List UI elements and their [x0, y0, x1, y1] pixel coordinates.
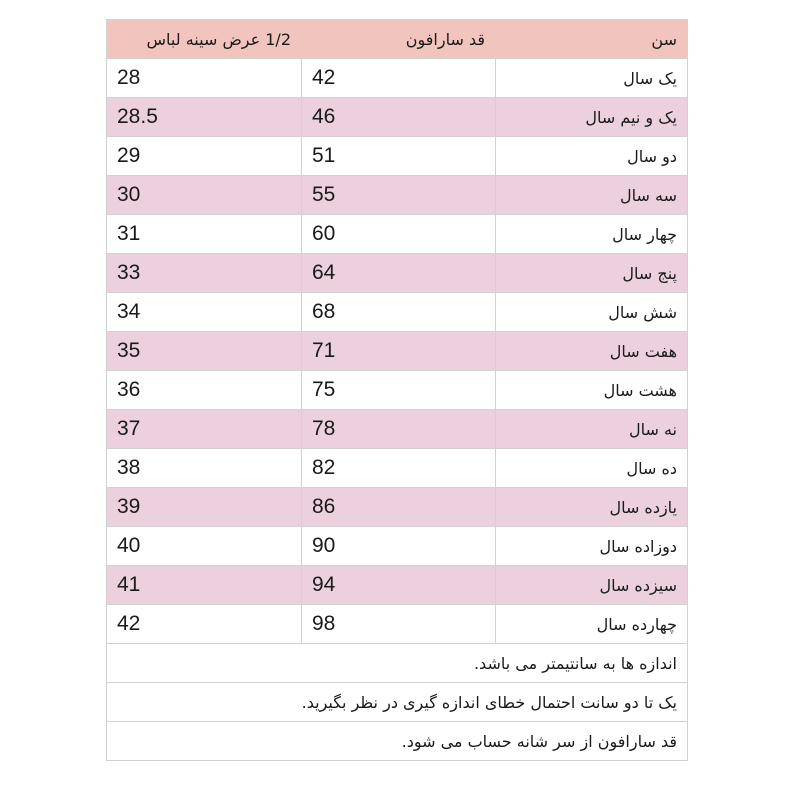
cell-length: 46 — [302, 98, 496, 137]
cell-age: نه سال — [496, 410, 688, 449]
cell-length: 55 — [302, 176, 496, 215]
table-header-row — [107, 20, 688, 59]
cell-length: 51 — [302, 137, 496, 176]
cell-length: 78 — [302, 410, 496, 449]
cell-age: چهارده سال — [496, 605, 688, 644]
cell-age: دو سال — [496, 137, 688, 176]
table-row — [107, 215, 688, 254]
note-row — [107, 722, 688, 761]
cell-length: 75 — [302, 371, 496, 410]
cell-length: 86 — [302, 488, 496, 527]
cell-age: هفت سال — [496, 332, 688, 371]
header-chest: 1/2 عرض سینه لباس — [107, 20, 302, 59]
cell-length: 94 — [302, 566, 496, 605]
table-row — [107, 59, 688, 98]
note-row — [107, 644, 688, 683]
cell-age: ده سال — [496, 449, 688, 488]
cell-chest: 41 — [107, 566, 302, 605]
cell-age: پنج سال — [496, 254, 688, 293]
cell-length: 90 — [302, 527, 496, 566]
cell-length: 68 — [302, 293, 496, 332]
cell-chest: 40 — [107, 527, 302, 566]
cell-chest: 31 — [107, 215, 302, 254]
table-row — [107, 98, 688, 137]
cell-age: سیزده سال — [496, 566, 688, 605]
cell-length: 82 — [302, 449, 496, 488]
cell-chest: 28.5 — [107, 98, 302, 137]
cell-chest: 34 — [107, 293, 302, 332]
table-row — [107, 176, 688, 215]
header-length: قد سارافون — [302, 20, 496, 59]
table-note: اندازه ها به سانتیمتر می باشد. — [107, 644, 688, 683]
cell-length: 64 — [302, 254, 496, 293]
table-note: قد سارافون از سر شانه حساب می شود. — [107, 722, 688, 761]
cell-chest: 38 — [107, 449, 302, 488]
cell-chest: 42 — [107, 605, 302, 644]
cell-chest: 35 — [107, 332, 302, 371]
cell-age: یک و نیم سال — [496, 98, 688, 137]
table-row — [107, 488, 688, 527]
table-row — [107, 605, 688, 644]
cell-chest: 39 — [107, 488, 302, 527]
table-row — [107, 449, 688, 488]
table-row — [107, 332, 688, 371]
table-row — [107, 566, 688, 605]
table-note: یک تا دو سانت احتمال خطای اندازه گیری در نظر بگیرید. — [107, 683, 688, 722]
table-row — [107, 137, 688, 176]
cell-chest: 29 — [107, 137, 302, 176]
cell-length: 42 — [302, 59, 496, 98]
cell-chest: 37 — [107, 410, 302, 449]
table-row — [107, 410, 688, 449]
table-row — [107, 254, 688, 293]
cell-age: شش سال — [496, 293, 688, 332]
table-row — [107, 293, 688, 332]
cell-age: هشت سال — [496, 371, 688, 410]
cell-age: سه سال — [496, 176, 688, 215]
cell-chest: 30 — [107, 176, 302, 215]
table-row — [107, 371, 688, 410]
note-row — [107, 683, 688, 722]
cell-chest: 33 — [107, 254, 302, 293]
cell-chest: 36 — [107, 371, 302, 410]
cell-length: 60 — [302, 215, 496, 254]
cell-age: دوزاده سال — [496, 527, 688, 566]
cell-chest: 28 — [107, 59, 302, 98]
table-row — [107, 527, 688, 566]
header-age: سن — [496, 20, 688, 59]
cell-length: 98 — [302, 605, 496, 644]
size-chart-table — [106, 19, 688, 761]
cell-length: 71 — [302, 332, 496, 371]
cell-age: یک سال — [496, 59, 688, 98]
cell-age: چهار سال — [496, 215, 688, 254]
cell-age: یازده سال — [496, 488, 688, 527]
